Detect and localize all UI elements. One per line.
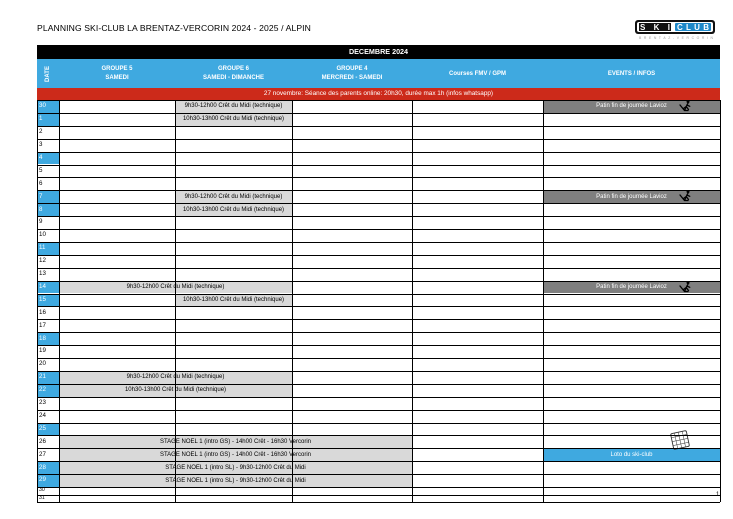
day-cell: 18 [37, 332, 59, 345]
day-cell: 13 [39, 270, 46, 278]
event-cell: Patin fin de journée Lavioz [543, 100, 720, 113]
day-cell: 21 [37, 371, 59, 384]
grid-line [37, 345, 720, 346]
day-cell: 9 [39, 218, 43, 226]
grid-line [37, 319, 720, 320]
grid-line [292, 100, 293, 502]
grid-line [37, 139, 720, 140]
grid-line [37, 100, 720, 101]
stage-cell: STAGE NOEL 1 (intro SL) - 9h30-12h00 Crêt du Midi [59, 474, 412, 487]
groupe6-header [175, 59, 292, 88]
grid-line [175, 100, 176, 502]
grid-line [37, 126, 720, 127]
day-cell: 12 [39, 257, 46, 265]
day-cell: 25 [37, 423, 59, 436]
grid-line [37, 384, 720, 385]
session-cell: 10h30-13h00 Crêt du Midi (technique) [175, 113, 292, 126]
events-header: EVENTS / INFOS [543, 59, 720, 88]
session-cell: 9h30-12h00 Crêt du Midi (technique) [59, 281, 292, 294]
page-title: PLANNING SKI-CLUB LA BRENTAZ-VERCORIN 2024 - 2025 / ALPIN [37, 23, 311, 33]
day-cell: 6 [39, 179, 43, 187]
day-cell: 11 [37, 242, 59, 255]
grid-line [37, 229, 720, 230]
day-cell: 23 [39, 399, 46, 407]
day-cell: 28 [37, 461, 59, 474]
grid-line [37, 177, 720, 178]
day-cell: 1 [37, 113, 59, 126]
day-cell: 4 [37, 152, 59, 165]
groupe4-header-line-2: MERCREDI - SAMEDI [321, 74, 383, 81]
day-cell: 3 [39, 141, 43, 149]
day-cell: 31 [39, 495, 45, 501]
hockey-player-icon [677, 99, 695, 117]
planning-table [37, 45, 720, 501]
hockey-player-icon [677, 189, 695, 207]
day-cell: 5 [39, 166, 43, 174]
grid-line [37, 423, 720, 424]
day-cell: 16 [39, 308, 46, 316]
svg-text:BRENTAZ-VERCORIN: BRENTAZ-VERCORIN [639, 36, 713, 40]
grid-line [37, 397, 720, 398]
day-cell: 27 [39, 450, 46, 458]
day-cell: 20 [39, 360, 46, 368]
date-header-label: DATE [44, 65, 51, 82]
stage-cell: STAGE NOEL 1 (intro GS) - 14h00 Crêt - 16h30 Vercorin [59, 435, 412, 448]
day-cell: 15 [37, 294, 59, 307]
session-cell: 9h30-12h00 Crêt du Midi (technique) [175, 100, 292, 113]
grid-line [37, 306, 720, 307]
day-cell: 7 [37, 190, 59, 203]
courses-header: Courses FMV / GPM [412, 59, 543, 88]
page-number: 1 [716, 492, 720, 498]
month-header: DECEMBRE 2024 [37, 45, 720, 59]
groupe4-header [292, 59, 412, 88]
event-cell: Patin fin de journée Lavioz [543, 190, 720, 203]
day-cell: 17 [39, 321, 46, 329]
day-cell: 30 [39, 487, 45, 494]
groupe5-header-line-2: SAMEDI [105, 74, 129, 81]
ski-club-logo [633, 18, 717, 40]
grid-line [37, 448, 720, 449]
groupe5-header [59, 59, 175, 88]
grid-line [37, 242, 720, 243]
session-cell: 9h30-12h00 Crêt du Midi (technique) [59, 371, 292, 384]
session-cell: 10h30-13h00 Crêt du Midi (technique) [59, 384, 292, 397]
grid-line [37, 461, 720, 462]
day-cell: 2 [39, 128, 43, 136]
grid-line [37, 281, 720, 282]
session-cell: 9h30-12h00 Crêt du Midi (technique) [175, 190, 292, 203]
grid-line [37, 487, 720, 488]
grid-line [59, 100, 60, 502]
groupe6-header-line-1: GROUPE 6 [217, 66, 249, 73]
day-cell: 26 [39, 437, 46, 445]
grid-line [720, 100, 721, 502]
grid-line [37, 502, 720, 503]
day-cell: 8 [37, 203, 59, 216]
grid-line [37, 495, 720, 496]
grid-line [37, 358, 720, 359]
svg-text:CLUB: CLUB [677, 23, 709, 32]
session-cell: 10h30-13h00 Crêt du Midi (technique) [175, 203, 292, 216]
stage-cell: STAGE NOEL 1 (intro SL) - 9h30-12h00 Crêt du Midi [59, 461, 412, 474]
event-cell: Patin fin de journée Lavioz [543, 281, 720, 294]
grid-line [412, 100, 413, 502]
grid-line [37, 268, 720, 269]
groupe6-header-line-2: SAMEDI - DIMANCHE [203, 74, 264, 81]
day-cell: 19 [39, 347, 46, 355]
loto-card-icon [669, 430, 691, 455]
grid-line [37, 165, 720, 166]
grid-line [37, 371, 720, 372]
groupe5-header-line-1: GROUPE 5 [101, 66, 133, 73]
day-cell: 10 [39, 231, 46, 239]
hockey-player-icon [677, 280, 695, 298]
grid-line [37, 113, 720, 114]
day-cell: 14 [37, 281, 59, 294]
svg-text:SKI: SKI [640, 23, 670, 32]
event-cell: Loto du ski-club [543, 448, 720, 461]
stage-cell: STAGE NOEL 1 (intro GS) - 14h00 Crêt - 16h30 Vercorin [59, 448, 412, 461]
date-header [37, 59, 59, 88]
grid-line [37, 332, 720, 333]
grid-line [37, 410, 720, 411]
grid-line [37, 100, 38, 502]
groupe4-header-line-1: GROUPE 4 [336, 66, 368, 73]
grid-line [37, 294, 720, 295]
grid-line [37, 255, 720, 256]
grid-line [37, 203, 720, 204]
parents-meeting-banner: 27 novembre: Séance des parents online: 20h30, durée max 1h (infos whatsapp) [37, 88, 720, 100]
grid-line [543, 100, 544, 502]
grid-line [37, 474, 720, 475]
session-cell: 10h30-13h00 Crêt du Midi (technique) [175, 294, 292, 307]
grid-line [37, 190, 720, 191]
grid-line [37, 152, 720, 153]
day-cell: 22 [37, 384, 59, 397]
grid-line [37, 435, 720, 436]
day-cell: 29 [37, 474, 59, 487]
day-cell: 30 [37, 100, 59, 113]
day-cell: 24 [39, 411, 46, 419]
grid-line [37, 216, 720, 217]
